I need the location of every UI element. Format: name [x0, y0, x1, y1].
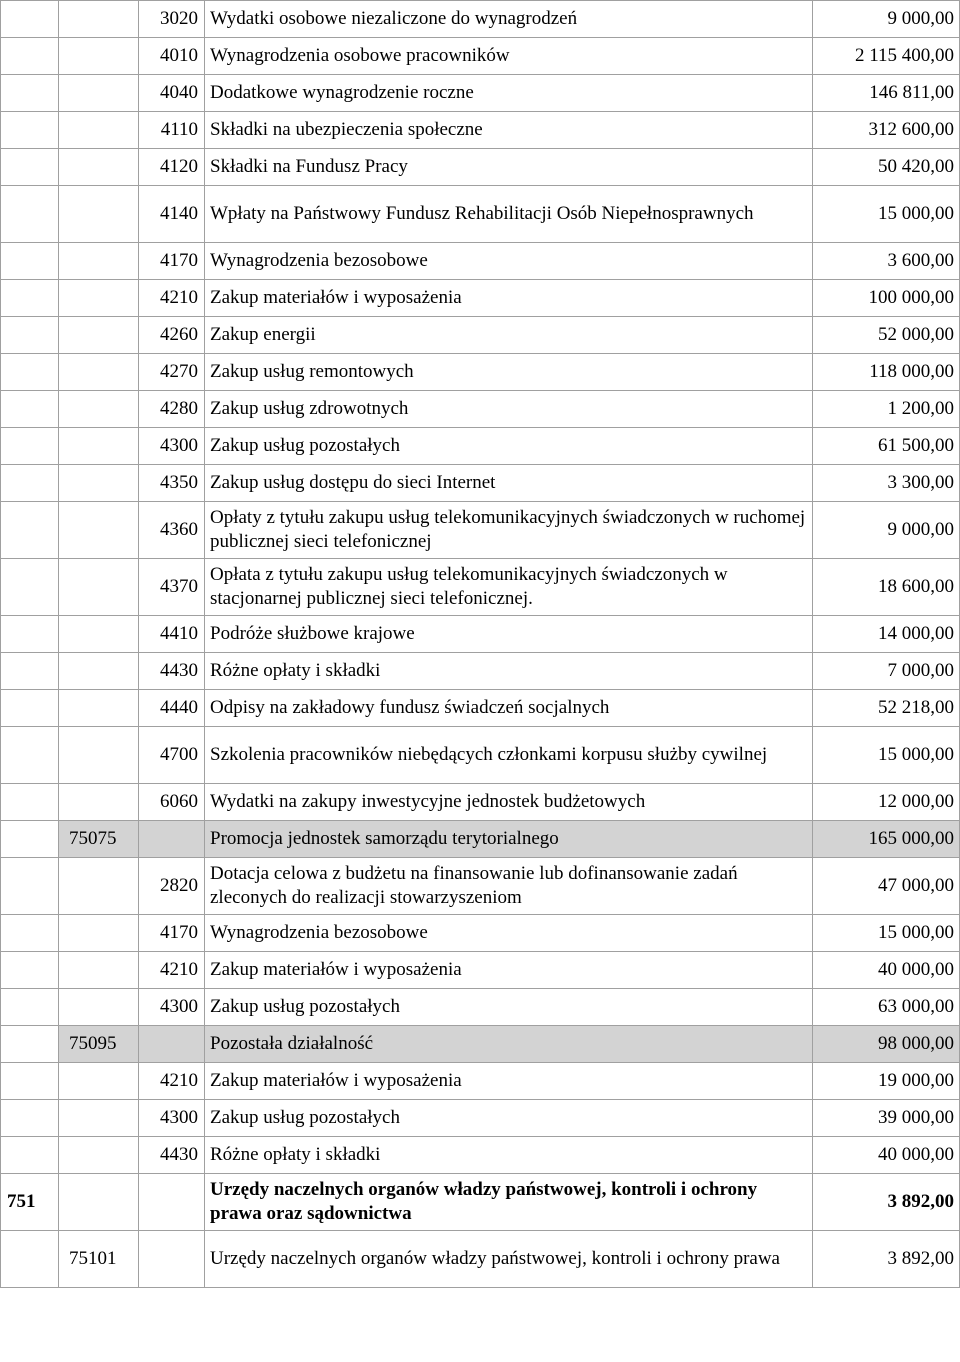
rozdzial-cell [59, 952, 139, 989]
description-cell: Zakup materiałów i wyposażenia [205, 952, 813, 989]
description-cell: Dodatkowe wynagrodzenie roczne [205, 75, 813, 112]
description-cell: Zakup usług dostępu do sieci Internet [205, 465, 813, 502]
dzial-cell [1, 465, 59, 502]
description-cell: Szkolenia pracowników niebędących członkami korpusu służby cywilnej [205, 727, 813, 784]
amount-cell: 47 000,00 [813, 858, 960, 915]
dzial-cell [1, 428, 59, 465]
description-cell: Zakup energii [205, 317, 813, 354]
amount-cell: 39 000,00 [813, 1100, 960, 1137]
dzial-cell [1, 915, 59, 952]
amount-cell: 312 600,00 [813, 112, 960, 149]
table-row [1, 690, 960, 727]
description-cell: Wynagrodzenia bezosobowe [205, 915, 813, 952]
dzial-cell [1, 989, 59, 1026]
rozdzial-cell [59, 317, 139, 354]
dzial-cell [1, 149, 59, 186]
amount-cell: 3 892,00 [813, 1231, 960, 1288]
table-row [1, 465, 960, 502]
rozdzial-cell [59, 186, 139, 243]
dzial-cell [1, 391, 59, 428]
paragraf-cell [139, 821, 205, 858]
table-row [1, 616, 960, 653]
table-row [1, 112, 960, 149]
amount-cell: 3 300,00 [813, 465, 960, 502]
paragraf-cell: 4440 [139, 690, 205, 727]
table-row [1, 784, 960, 821]
table-row [1, 149, 960, 186]
rozdzial-cell [59, 784, 139, 821]
paragraf-cell: 4360 [139, 502, 205, 559]
dzial-cell [1, 1137, 59, 1174]
table-row [1, 280, 960, 317]
amount-cell: 61 500,00 [813, 428, 960, 465]
amount-cell: 12 000,00 [813, 784, 960, 821]
paragraf-cell: 4210 [139, 952, 205, 989]
chapter-row [1, 821, 960, 858]
paragraf-cell [139, 1026, 205, 1063]
description-cell: Wydatki na zakupy inwestycyjne jednostek budżetowych [205, 784, 813, 821]
amount-cell: 7 000,00 [813, 653, 960, 690]
table-row [1, 858, 960, 915]
rozdzial-cell [59, 502, 139, 559]
amount-cell: 15 000,00 [813, 727, 960, 784]
rozdzial-cell [59, 465, 139, 502]
rozdzial-cell [59, 149, 139, 186]
amount-cell: 3 600,00 [813, 243, 960, 280]
paragraf-cell: 4140 [139, 186, 205, 243]
paragraf-cell: 2820 [139, 858, 205, 915]
description-cell: Zakup usług zdrowotnych [205, 391, 813, 428]
rozdzial-cell [59, 391, 139, 428]
paragraf-cell: 6060 [139, 784, 205, 821]
rozdzial-cell [59, 1174, 139, 1231]
paragraf-cell [139, 1231, 205, 1288]
rozdzial-cell: 75095 [59, 1026, 139, 1063]
description-cell: Odpisy na zakładowy fundusz świadczeń socjalnych [205, 690, 813, 727]
table-row [1, 1137, 960, 1174]
amount-cell: 52 000,00 [813, 317, 960, 354]
rozdzial-cell [59, 989, 139, 1026]
dzial-cell [1, 112, 59, 149]
dzial-cell [1, 616, 59, 653]
description-cell: Opłata z tytułu zakupu usług telekomunikacyjnych świadczonych w stacjonarnej publicznej sieci telefonicznej. [205, 559, 813, 616]
paragraf-cell: 4040 [139, 75, 205, 112]
dzial-cell [1, 502, 59, 559]
paragraf-cell: 4270 [139, 354, 205, 391]
rozdzial-cell [59, 559, 139, 616]
rozdzial-cell [59, 727, 139, 784]
rozdzial-cell [59, 1, 139, 38]
table-row [1, 354, 960, 391]
description-cell: Zakup usług pozostałych [205, 428, 813, 465]
rozdzial-cell [59, 616, 139, 653]
table-row [1, 727, 960, 784]
paragraf-cell: 4170 [139, 243, 205, 280]
table-row [1, 653, 960, 690]
table-row [1, 75, 960, 112]
table-row [1, 38, 960, 75]
amount-cell: 1 200,00 [813, 391, 960, 428]
paragraf-cell: 3020 [139, 1, 205, 38]
rozdzial-cell: 75101 [59, 1231, 139, 1288]
amount-cell: 118 000,00 [813, 354, 960, 391]
description-cell: Promocja jednostek samorządu terytorialnego [205, 821, 813, 858]
rozdzial-cell [59, 354, 139, 391]
rozdzial-cell [59, 75, 139, 112]
dzial-cell [1, 243, 59, 280]
paragraf-cell: 4700 [139, 727, 205, 784]
table-row [1, 428, 960, 465]
paragraf-cell: 4370 [139, 559, 205, 616]
table-row [1, 1100, 960, 1137]
dzial-cell [1, 1026, 59, 1063]
amount-cell: 52 218,00 [813, 690, 960, 727]
rozdzial-cell [59, 1063, 139, 1100]
paragraf-cell: 4300 [139, 428, 205, 465]
description-cell: Zakup materiałów i wyposażenia [205, 1063, 813, 1100]
dzial-cell [1, 1063, 59, 1100]
amount-cell: 98 000,00 [813, 1026, 960, 1063]
rozdzial-cell [59, 1137, 139, 1174]
paragraf-cell: 4350 [139, 465, 205, 502]
amount-cell: 146 811,00 [813, 75, 960, 112]
paragraf-cell: 4010 [139, 38, 205, 75]
dzial-cell [1, 784, 59, 821]
paragraf-cell: 4300 [139, 1100, 205, 1137]
dzial-cell: 751 [1, 1174, 59, 1231]
description-cell: Dotacja celowa z budżetu na finansowanie lub dofinansowanie zadań zleconych do realizacji stowarzyszeniom [205, 858, 813, 915]
chapter-row [1, 1026, 960, 1063]
table-row [1, 391, 960, 428]
dzial-cell [1, 1231, 59, 1288]
description-cell: Wpłaty na Państwowy Fundusz Rehabilitacji Osób Niepełnosprawnych [205, 186, 813, 243]
dzial-cell [1, 690, 59, 727]
rozdzial-cell [59, 1100, 139, 1137]
rozdzial-cell [59, 428, 139, 465]
table-row [1, 243, 960, 280]
table-row [1, 1, 960, 38]
amount-cell: 18 600,00 [813, 559, 960, 616]
amount-cell: 2 115 400,00 [813, 38, 960, 75]
amount-cell: 40 000,00 [813, 1137, 960, 1174]
description-cell: Urzędy naczelnych organów władzy państwowej, kontroli i ochrony prawa [205, 1231, 813, 1288]
dzial-cell [1, 653, 59, 690]
table-row [1, 915, 960, 952]
description-cell: Składki na Fundusz Pracy [205, 149, 813, 186]
paragraf-cell: 4210 [139, 1063, 205, 1100]
table-row [1, 502, 960, 559]
rozdzial-cell [59, 280, 139, 317]
dzial-cell [1, 952, 59, 989]
paragraf-cell: 4410 [139, 616, 205, 653]
paragraf-cell: 4430 [139, 653, 205, 690]
description-cell: Zakup usług remontowych [205, 354, 813, 391]
description-cell: Pozostała działalność [205, 1026, 813, 1063]
amount-cell: 9 000,00 [813, 1, 960, 38]
amount-cell: 15 000,00 [813, 186, 960, 243]
paragraf-cell: 4280 [139, 391, 205, 428]
description-cell: Zakup materiałów i wyposażenia [205, 280, 813, 317]
description-cell: Zakup usług pozostałych [205, 989, 813, 1026]
paragraf-cell: 4110 [139, 112, 205, 149]
description-cell: Podróże służbowe krajowe [205, 616, 813, 653]
budget-table-body [1, 1, 960, 1288]
description-cell: Wynagrodzenia osobowe pracowników [205, 38, 813, 75]
rozdzial-cell [59, 243, 139, 280]
paragraf-cell: 4300 [139, 989, 205, 1026]
dzial-cell [1, 38, 59, 75]
paragraf-cell: 4260 [139, 317, 205, 354]
rozdzial-cell: 75075 [59, 821, 139, 858]
description-cell: Wydatki osobowe niezaliczone do wynagrodzeń [205, 1, 813, 38]
amount-cell: 3 892,00 [813, 1174, 960, 1231]
amount-cell: 50 420,00 [813, 149, 960, 186]
dzial-cell [1, 280, 59, 317]
dzial-cell [1, 75, 59, 112]
amount-cell: 19 000,00 [813, 1063, 960, 1100]
table-row [1, 186, 960, 243]
dzial-cell [1, 727, 59, 784]
description-cell: Składki na ubezpieczenia społeczne [205, 112, 813, 149]
paragraf-cell: 4430 [139, 1137, 205, 1174]
dzial-cell [1, 186, 59, 243]
paragraf-cell: 4210 [139, 280, 205, 317]
table-row [1, 317, 960, 354]
rozdzial-cell [59, 38, 139, 75]
amount-cell: 100 000,00 [813, 280, 960, 317]
table-row [1, 989, 960, 1026]
dzial-cell [1, 1100, 59, 1137]
dzial-cell [1, 821, 59, 858]
amount-cell: 9 000,00 [813, 502, 960, 559]
description-cell: Urzędy naczelnych organów władzy państwowej, kontroli i ochrony prawa oraz sądownictwa [205, 1174, 813, 1231]
dzial-cell [1, 354, 59, 391]
paragraf-cell: 4170 [139, 915, 205, 952]
table-row [1, 1063, 960, 1100]
amount-cell: 165 000,00 [813, 821, 960, 858]
dzial-cell [1, 559, 59, 616]
paragraf-cell: 4120 [139, 149, 205, 186]
rozdzial-cell [59, 112, 139, 149]
rozdzial-cell [59, 858, 139, 915]
dzial-cell [1, 1, 59, 38]
description-cell: Zakup usług pozostałych [205, 1100, 813, 1137]
table-row [1, 952, 960, 989]
description-cell: Różne opłaty i składki [205, 653, 813, 690]
amount-cell: 63 000,00 [813, 989, 960, 1026]
description-cell: Wynagrodzenia bezosobowe [205, 243, 813, 280]
description-cell: Różne opłaty i składki [205, 1137, 813, 1174]
rozdzial-cell [59, 653, 139, 690]
rozdzial-cell [59, 690, 139, 727]
paragraf-cell [139, 1174, 205, 1231]
amount-cell: 15 000,00 [813, 915, 960, 952]
rozdzial-cell [59, 915, 139, 952]
dzial-cell [1, 858, 59, 915]
table-row [1, 1231, 960, 1288]
dzial-cell [1, 317, 59, 354]
description-cell: Opłaty z tytułu zakupu usług telekomunikacyjnych świadczonych w ruchomej publicznej sieci telefonicznej [205, 502, 813, 559]
table-row [1, 559, 960, 616]
section-row [1, 1174, 960, 1231]
amount-cell: 14 000,00 [813, 616, 960, 653]
amount-cell: 40 000,00 [813, 952, 960, 989]
